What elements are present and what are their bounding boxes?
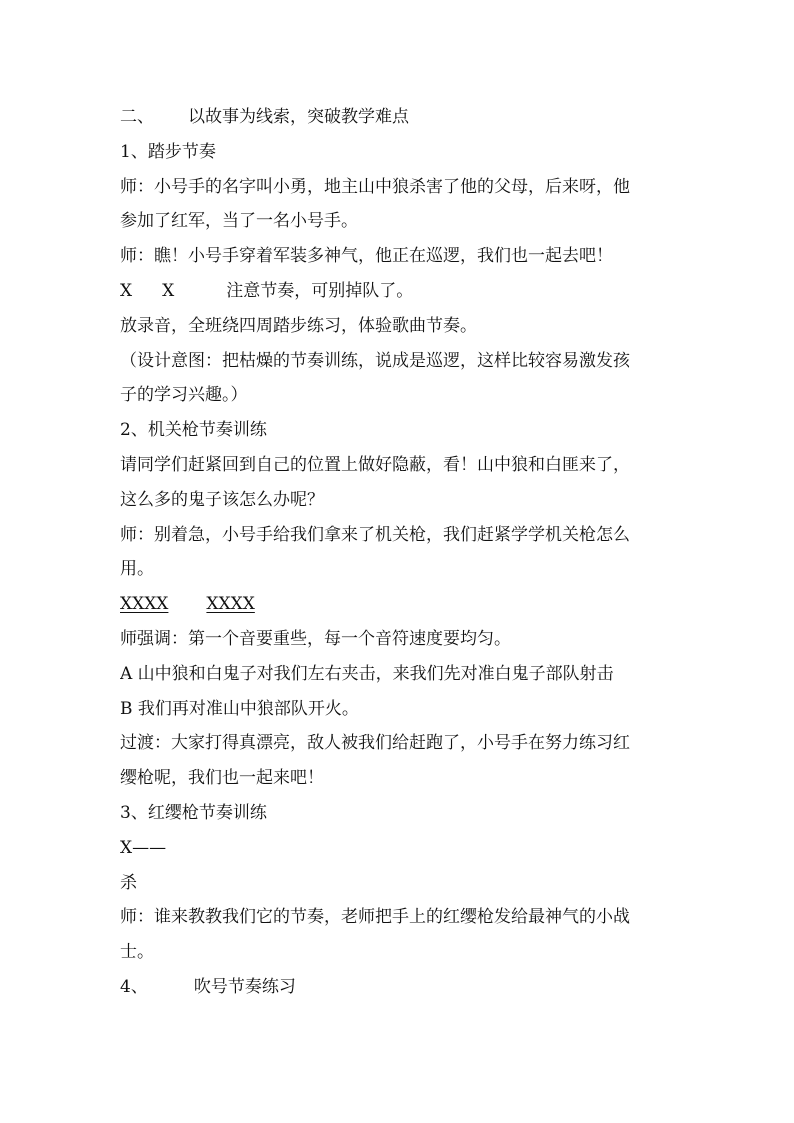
paragraph-line: B 我们再对准山中狼部队开火。 bbox=[120, 698, 359, 719]
rhythm-instruction: 注意节奏，可别掉队了。 bbox=[226, 280, 414, 301]
paragraph-line: 师：别着急，小号手给我们拿来了机关枪，我们赶紧学学机关枪怎么 bbox=[120, 524, 630, 545]
rhythm-underlined-line bbox=[120, 587, 680, 622]
paragraph-line: 师：谁来教教我们它的节奏，老师把手上的红缨枪发给最神气的小战 bbox=[120, 907, 630, 928]
paragraph-line: 缨枪呢，我们也一起来吧！ bbox=[120, 768, 324, 789]
paragraph-line: 参加了红军，当了一名小号手。 bbox=[120, 211, 358, 232]
section-title: 以故事为线索，突破教学难点 bbox=[188, 107, 409, 127]
paragraph-line: 过渡：大家打得真漂亮，敌人被我们给赶跑了，小号手在努力练习红 bbox=[120, 733, 630, 754]
paragraph-line: 师强调：第一个音要重些，每一个音符速度要均匀。 bbox=[120, 628, 511, 649]
section-number: 4、 bbox=[120, 976, 148, 997]
rhythm-group: XXXX bbox=[206, 594, 255, 615]
paragraph-line: （设计意图：把枯燥的节奏训练，说成是巡逻，这样比较容易激发孩 bbox=[120, 350, 630, 371]
paragraph-line: 请同学们赶紧回到自己的位置上做好隐蔽，看！山中狼和白匪来了， bbox=[120, 454, 630, 475]
paragraph-line: 用。 bbox=[120, 559, 154, 580]
lyric-line: 杀 bbox=[120, 872, 137, 893]
subsection-heading: 2、机关枪节奏训练 bbox=[120, 420, 267, 441]
rhythm-note: X bbox=[162, 280, 175, 301]
paragraph-line: 子的学习兴趣。） bbox=[120, 385, 248, 406]
rhythm-group: XXXX bbox=[120, 594, 169, 615]
rhythm-line: X—— bbox=[120, 837, 167, 858]
paragraph-line: 师：小号手的名字叫小勇，地主山中狼杀害了他的父母，后来呀，他 bbox=[120, 176, 630, 197]
rhythm-note: X bbox=[120, 280, 133, 301]
paragraph-line: 士。 bbox=[120, 942, 154, 963]
subsection-heading: 3、红缨枪节奏训练 bbox=[120, 802, 267, 823]
paragraph-line: 师：瞧！小号手穿着军装多神气，他正在巡逻，我们也一起去吧！ bbox=[120, 246, 613, 267]
subsection-heading: 1、踏步节奏 bbox=[120, 141, 216, 162]
rhythm-line bbox=[120, 274, 680, 309]
paragraph-line: A 山中狼和白鬼子对我们左右夹击，来我们先对准白鬼子部队射击 bbox=[120, 663, 614, 684]
subsection-heading bbox=[120, 970, 680, 1005]
section-title: 吹号节奏练习 bbox=[193, 976, 296, 997]
paragraph-line: 放录音，全班绕四周踏步练习，体验歌曲节奏。 bbox=[120, 315, 477, 336]
section-heading bbox=[120, 100, 680, 135]
document-body bbox=[120, 100, 680, 1005]
section-number: 二、 bbox=[120, 107, 154, 127]
paragraph-line: 这么多的鬼子该怎么办呢？ bbox=[120, 489, 324, 510]
